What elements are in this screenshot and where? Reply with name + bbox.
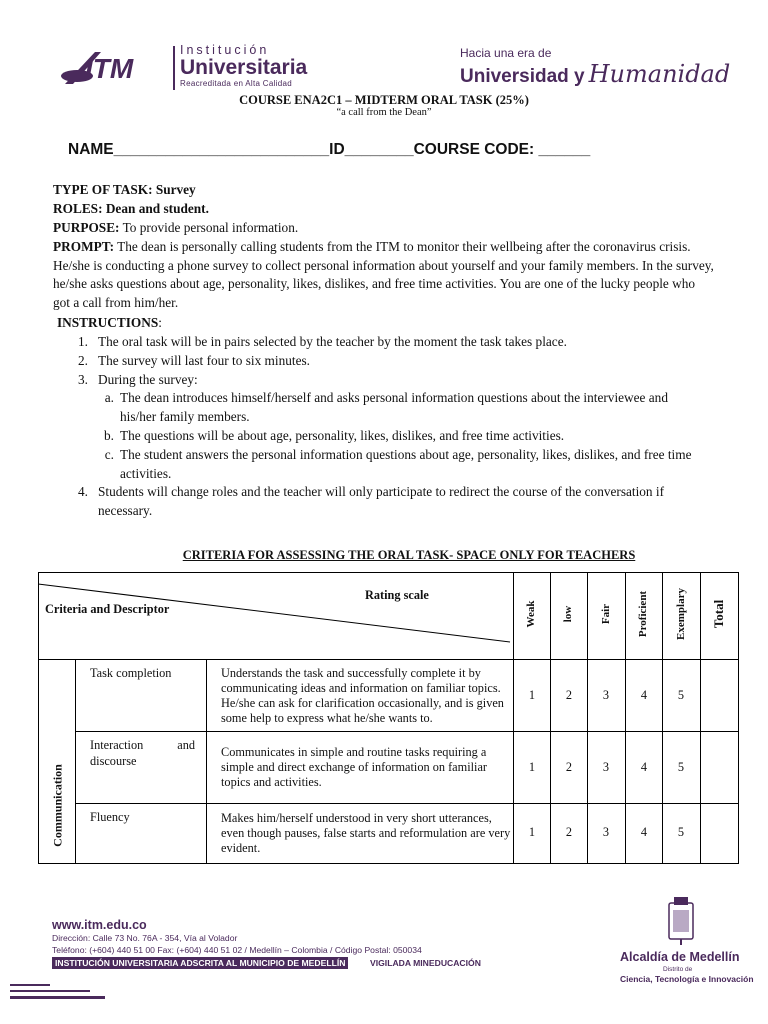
- itm-logo-text: ITM: [85, 53, 134, 84]
- score-cell: 3: [602, 688, 610, 702]
- criterion-interaction-discourse-2: discourse: [90, 754, 137, 768]
- instructions-heading: INSTRUCTIONS:: [57, 315, 162, 330]
- alcaldia-name: Alcaldía de Medellín: [620, 950, 740, 964]
- score-cell: 4: [640, 760, 648, 774]
- slogan-small: Hacia una era de: [460, 46, 552, 60]
- score-cell: 1: [528, 825, 536, 839]
- scale-exemplary: Exemplary: [675, 588, 687, 640]
- course-title: COURSE ENA2C1 – MIDTERM ORAL TASK (25%): [239, 93, 529, 107]
- score-cell: 2: [565, 760, 573, 774]
- score-cell: 1: [528, 760, 536, 774]
- footer-phone: Teléfono: (+604) 440 51 00 Fax: (+604) 440 51 02 / Medellín – Colombia / Código Postal: 050034: [52, 945, 422, 955]
- rating-scale-header: Rating scale: [365, 588, 429, 602]
- institution-small: Institución: [180, 43, 270, 57]
- slogan-big: Universidad y: [460, 66, 585, 87]
- name-id-code-line: NAME_________________________ID________COURSE CODE: ______: [68, 141, 591, 158]
- footer-vigilada: VIGILADA MINEDUCACIÓN: [370, 958, 481, 968]
- criterion-fluency: Fluency: [90, 810, 130, 824]
- itm-logo: [55, 42, 165, 92]
- descriptor-task-completion: Understands the task and successfully complete it by communicating ideas and information on familiar topics. He/she can ask for clarification occasionally, and is given some help to express what he/she wants to.: [221, 666, 504, 725]
- scale-weak: Weak: [525, 600, 537, 628]
- descriptor-interaction-discourse: Communicates in simple and routine tasks requiring a simple and direct exchange of information on familiar topics and activities.: [221, 745, 487, 789]
- slogan-block: [460, 47, 740, 88]
- scale-low: low: [562, 605, 574, 623]
- footer-stripes-icon: [10, 984, 105, 1004]
- prompt-label: PROMPT:: [53, 239, 115, 254]
- task-type: TYPE OF TASK: Survey: [53, 182, 196, 197]
- score-cell: 2: [565, 825, 573, 839]
- institution-name: Universitaria: [180, 56, 308, 79]
- descriptor-fluency: Makes him/herself understood in very short utterances, even though pauses, false starts and reformulation are very evident.: [221, 811, 511, 855]
- score-cell: 4: [640, 825, 648, 839]
- score-cell: 5: [677, 760, 685, 774]
- alcaldia-sub2: Ciencia, Tecnología e Innovación: [620, 974, 754, 984]
- criterion-interaction-discourse: Interaction and: [90, 738, 195, 752]
- alcaldia-shield-icon: [668, 895, 694, 947]
- scale-fair: Fair: [600, 603, 612, 625]
- task-purpose: [53, 219, 298, 238]
- score-cell: 3: [602, 760, 610, 774]
- course-subtitle: “a call from the Dean”: [336, 107, 432, 118]
- score-cell: 1: [528, 688, 536, 702]
- criteria-table: [38, 572, 739, 864]
- footer-website: www.itm.edu.co: [52, 918, 147, 932]
- footer-address: Dirección: Calle 73 No. 76A - 354, Vía al Volador: [52, 933, 238, 943]
- purpose-label: PURPOSE:: [53, 220, 120, 235]
- prompt-text: The dean is personally calling students from the ITM to monitor their wellbeing after the coronavirus crisis. He/she is conducting a phone survey to collect personal information about yourself and your family members. In the survey, he/she asks questions about age, personality, likes, dislikes, and free time activities. You are one of the lucky people who got a call from him/her.: [53, 239, 714, 310]
- criterion-task-completion: Task completion: [90, 666, 172, 680]
- score-cell: 5: [677, 825, 685, 839]
- score-cell: 3: [602, 825, 610, 839]
- scale-proficient: Proficient: [637, 590, 649, 638]
- score-cell: 5: [677, 688, 685, 702]
- task-prompt: [53, 238, 715, 312]
- score-cell: 4: [640, 688, 648, 702]
- footer-band: INSTITUCIÓN UNIVERSITARIA ADSCRITA AL MUNICIPIO DE MEDELLÍN: [52, 957, 348, 969]
- criteria-title: CRITERIA FOR ASSESSING THE ORAL TASK- SPACE ONLY FOR TEACHERS: [182, 548, 636, 562]
- slogan-script: Humanidad: [588, 60, 731, 88]
- category-communication: Communication: [50, 764, 65, 847]
- purpose-text: To provide personal information.: [119, 220, 299, 235]
- alcaldia-sub1: Distrito de: [663, 966, 693, 973]
- criteria-descriptor-header: Criteria and Descriptor: [45, 602, 170, 616]
- task-roles: ROLES: Dean and student.: [53, 201, 209, 216]
- score-cell: 2: [565, 688, 573, 702]
- institution-accreditation: Reacreditada en Alta Calidad: [180, 79, 293, 88]
- institution-block: [180, 44, 340, 89]
- scale-total: Total: [711, 599, 726, 629]
- header-divider: [173, 46, 175, 90]
